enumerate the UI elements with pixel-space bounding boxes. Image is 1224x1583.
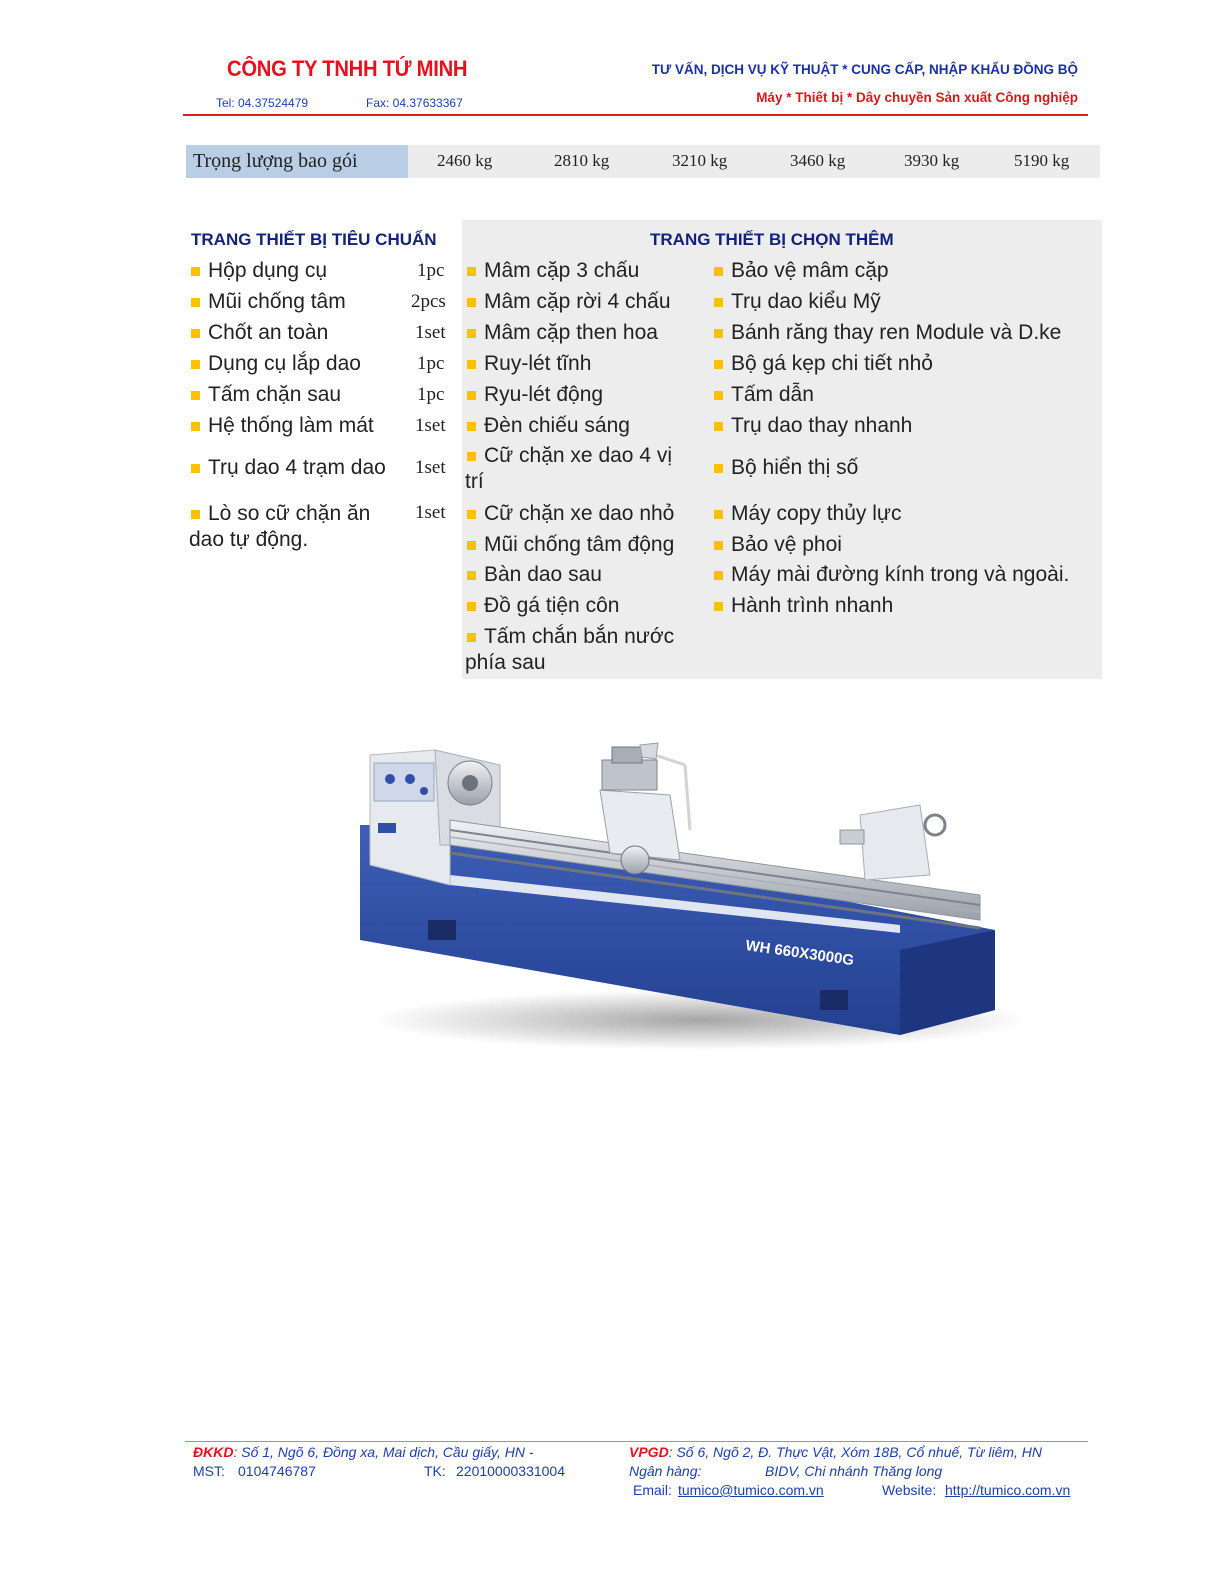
bullet-icon: [467, 633, 476, 642]
bullet-icon: [467, 541, 476, 550]
optional-item-continuation: trí: [465, 470, 484, 493]
bullet-icon: [714, 510, 723, 519]
footer-mst-value: 0104746787: [238, 1463, 316, 1479]
email-link[interactable]: tumico@tumico.com.vn: [678, 1482, 824, 1498]
standard-item: Hộp dụng cụ: [191, 258, 327, 284]
footer-divider: [185, 1441, 1088, 1442]
optional-item: Trụ dao kiểu Mỹ: [714, 289, 881, 315]
bullet-icon: [467, 298, 476, 307]
bullet-icon: [191, 464, 200, 473]
bullet-icon: [714, 464, 723, 473]
optional-item: Tấm dẫn: [714, 382, 814, 408]
bullet-icon: [467, 267, 476, 276]
weight-value: 5190 kg: [1014, 151, 1070, 170]
bullet-icon: [714, 541, 723, 550]
bullet-icon: [191, 298, 200, 307]
standard-item-qty: 1pc: [417, 260, 445, 281]
bullet-icon: [191, 391, 200, 400]
optional-item: Mâm cặp 3 chấu: [467, 258, 639, 284]
bullet-icon: [191, 360, 200, 369]
footer-email-label: Email:: [633, 1482, 672, 1498]
bullet-icon: [467, 422, 476, 431]
lathe-machine-image: [340, 735, 1030, 1055]
footer-website-label: Website:: [882, 1482, 937, 1498]
weight-label: Trọng lượng bao gói: [186, 145, 408, 178]
weight-value: 2810 kg: [554, 151, 610, 170]
optional-item: Bàn dao sau: [467, 562, 602, 588]
footer-mst-label: MST:: [193, 1463, 225, 1479]
bullet-icon: [714, 602, 723, 611]
bullet-icon: [467, 510, 476, 519]
weight-row: [186, 145, 1100, 178]
standard-item-continuation: dao tự động.: [189, 528, 309, 551]
header-divider: [183, 114, 1088, 116]
bullet-icon: [467, 452, 476, 461]
bullet-icon: [467, 360, 476, 369]
weight-value: 3930 kg: [904, 151, 960, 170]
optional-item: Bộ hiển thị số: [714, 455, 858, 481]
standard-item-qty: 1set: [415, 457, 446, 478]
company-name: CÔNG TY TNHH TỨ MINH: [227, 56, 468, 81]
optional-item: Máy mài đường kính trong và ngoài.: [714, 562, 1069, 588]
bullet-icon: [191, 267, 200, 276]
bullet-icon: [714, 422, 723, 431]
bullet-icon: [191, 422, 200, 431]
tagline-products: Máy * Thiết bị * Dây chuyền Sản xuất Công nghiệp: [756, 90, 1078, 105]
standard-equipment-title: TRANG THIẾT BỊ TIÊU CHUẨN: [191, 230, 437, 249]
bullet-icon: [714, 329, 723, 338]
bullet-icon: [467, 391, 476, 400]
optional-item: Tấm chắn bắn nước: [467, 624, 674, 650]
bullet-icon: [714, 391, 723, 400]
footer-bank-value: BIDV, Chi nhánh Thăng long: [765, 1463, 943, 1479]
bullet-icon: [467, 329, 476, 338]
optional-item: Bộ gá kẹp chi tiết nhỏ: [714, 351, 933, 377]
weight-value: 3210 kg: [672, 151, 728, 170]
standard-item: Lò so cữ chặn ăn: [191, 501, 370, 527]
bullet-icon: [467, 571, 476, 580]
optional-item: Mâm cặp rời 4 chấu: [467, 289, 671, 315]
standard-item-qty: 1set: [415, 502, 446, 523]
optional-item: Ryu-lét động: [467, 382, 603, 408]
optional-item: Hành trình nhanh: [714, 593, 893, 619]
phone-number: Tel: 04.37524479: [216, 96, 309, 110]
standard-item-qty: 2pcs: [411, 291, 446, 312]
optional-item: Bánh răng thay ren Module và D.ke: [714, 320, 1061, 346]
footer-tk-label: TK:: [424, 1463, 446, 1479]
bullet-icon: [714, 360, 723, 369]
weight-value: 2460 kg: [437, 151, 493, 170]
bullet-icon: [467, 602, 476, 611]
bullet-icon: [714, 571, 723, 580]
optional-item-continuation: phía sau: [465, 651, 546, 674]
optional-item: Máy copy thủy lực: [714, 501, 901, 527]
optional-item: Bảo vệ phoi: [714, 532, 842, 558]
website-link[interactable]: http://tumico.com.vn: [945, 1482, 1071, 1498]
weight-value: 3460 kg: [790, 151, 846, 170]
standard-item: Dụng cụ lắp dao: [191, 351, 361, 377]
standard-item-qty: 1pc: [417, 353, 445, 374]
fax-number: Fax: 04.37633367: [366, 96, 463, 110]
optional-item: Mâm cặp then hoa: [467, 320, 658, 346]
footer-vpgd: VPGD: Số 6, Ngõ 2, Đ. Thực Vật, Xóm 18B, Cổ nhuế, Từ liêm, HN: [629, 1444, 1043, 1460]
standard-item: Mũi chống tâm: [191, 289, 346, 315]
bullet-icon: [714, 298, 723, 307]
standard-item-qty: 1set: [415, 415, 446, 436]
machine-model-label: WH 660X3000G: [744, 937, 855, 970]
optional-item: Đồ gá tiện côn: [467, 593, 619, 619]
optional-item: Đèn chiếu sáng: [467, 413, 630, 439]
optional-item: Bảo vệ mâm cặp: [714, 258, 889, 284]
footer-dkkd: ĐKKD: Số 1, Ngõ 6, Đồng xa, Mai dịch, Cầu giấy, HN -: [193, 1444, 534, 1460]
optional-item: Cữ chặn xe dao nhỏ: [467, 501, 674, 527]
standard-item: Chốt an toàn: [191, 320, 328, 346]
bullet-icon: [191, 510, 200, 519]
footer-tk-value: 22010000331004: [456, 1463, 566, 1479]
tagline-services: TƯ VẤN, DỊCH VỤ KỸ THUẬT * CUNG CẤP, NHẬP KHẨU ĐỒNG BỘ: [651, 62, 1078, 77]
optional-item: Trụ dao thay nhanh: [714, 413, 912, 439]
optional-item: Mũi chống tâm động: [467, 532, 674, 558]
standard-item: Trụ dao 4 trạm dao: [191, 455, 386, 481]
footer-bank-label: Ngân hàng:: [629, 1463, 702, 1479]
optional-equipment-title: TRANG THIẾT BỊ CHỌN THÊM: [650, 230, 894, 249]
optional-item: Cữ chặn xe dao 4 vị: [467, 443, 672, 469]
standard-item-qty: 1set: [415, 322, 446, 343]
bullet-icon: [714, 267, 723, 276]
standard-item: Tấm chặn sau: [191, 382, 341, 408]
standard-item: Hệ thống làm mát: [191, 413, 374, 439]
bullet-icon: [191, 329, 200, 338]
optional-item: Ruy-lét tĩnh: [467, 351, 591, 377]
standard-item-qty: 1pc: [417, 384, 445, 405]
